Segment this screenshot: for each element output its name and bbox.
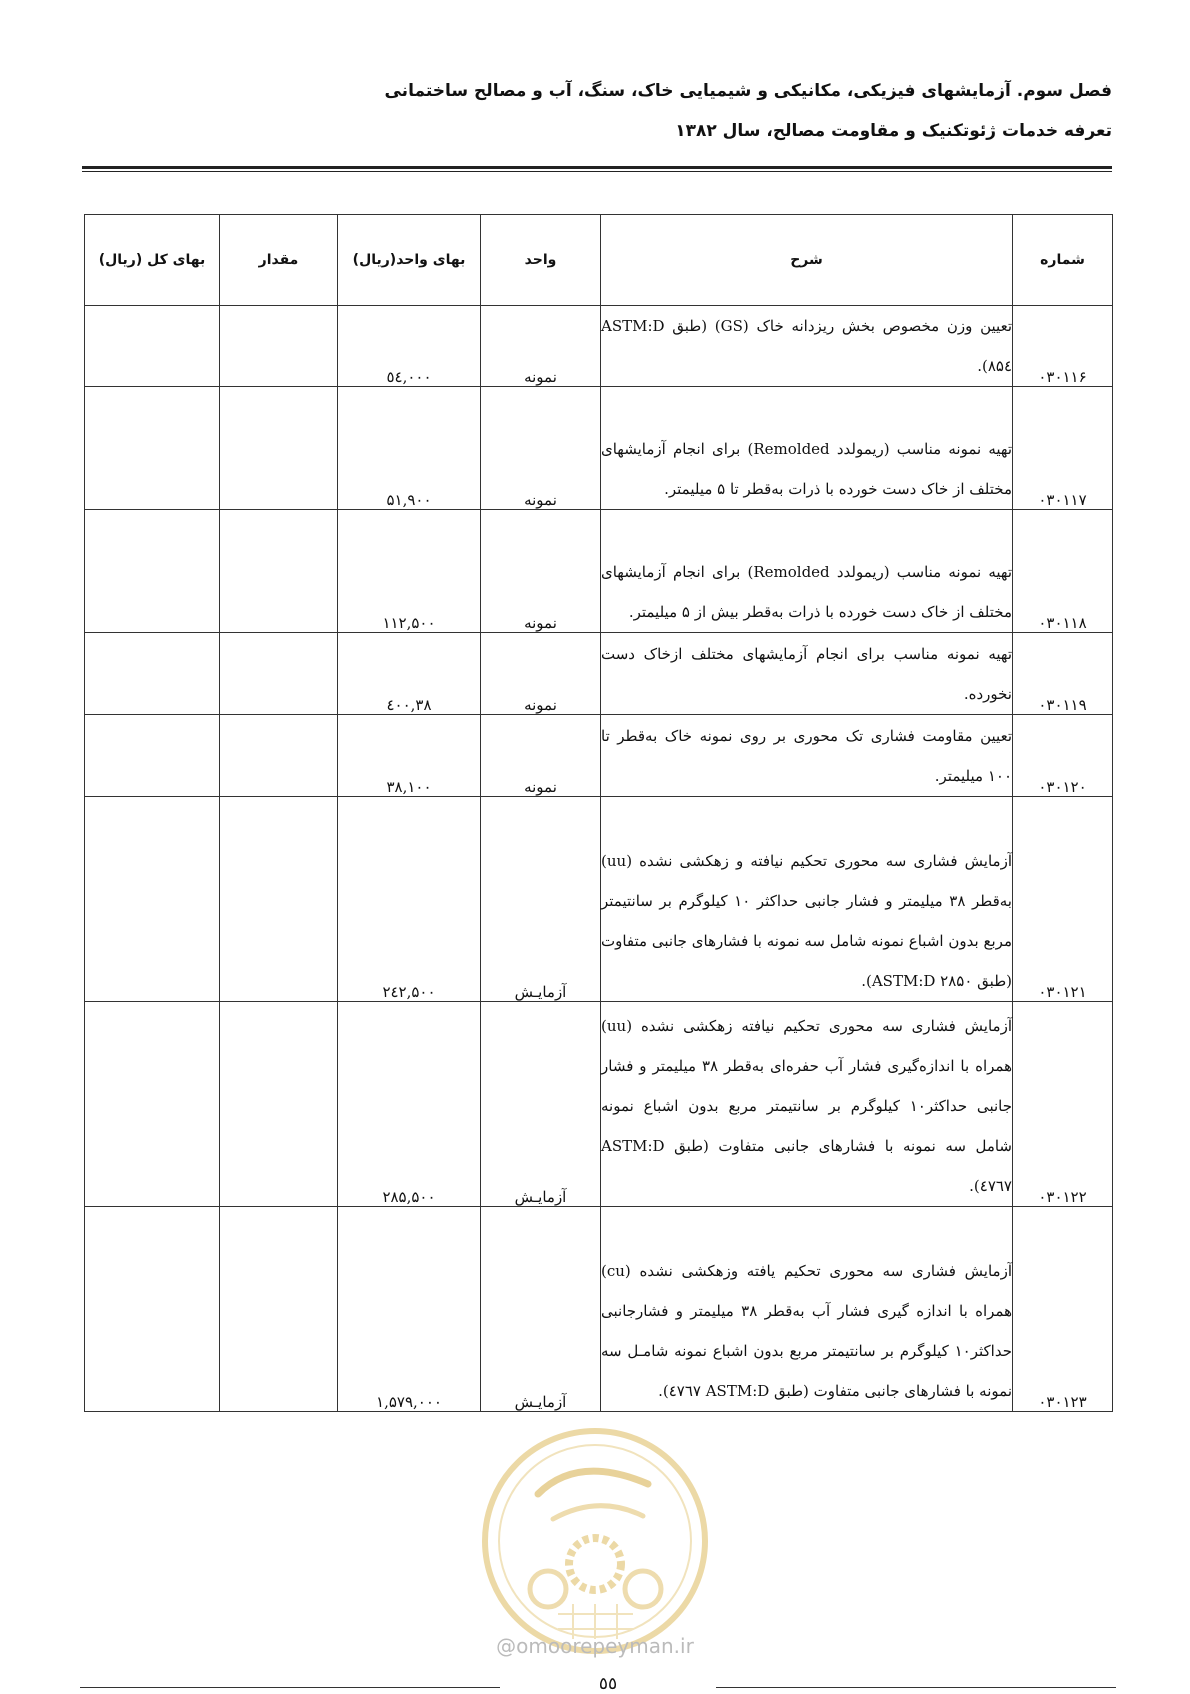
row-unit: نمونه [481,715,601,797]
row-unit-price: ۰۰۰,٥٤ [338,306,481,387]
row-description: آزمایش فشاری سه محوری تحکیم نیافته و زهکشی نشده (uu) به‌قطر ۳۸ میلیمتر و فشار جانبی حداکثر ۱۰ کیلوگرم بر سانتیمتر مربع بدون اشباع نمونه شامل سه نمونه با فشارهای جانبی متفاوت (طبق ASTM:D ۲۸۵۰). [601,797,1013,1002]
col-header-number: شماره [1013,215,1113,306]
table-row [85,633,1113,715]
row-description: تعیین مقاومت فشاری تک محوری بر روی نمونه خاک به‌قطر تا ۱۰۰ میلیمتر. [601,715,1013,797]
row-unit-price: ۲۸۵,۵۰۰ [338,1002,481,1207]
row-quantity [220,633,338,715]
col-header-total: بهای کل (ریال) [85,215,220,306]
row-unit-price: ۳۸,۱۰۰ [338,715,481,797]
row-unit-price: ۳۸,٤۰۰ [338,633,481,715]
row-description: تهیه نمونه مناسب (ریمولدد Remolded) برای انجام آزمایشهای مختلف از خاک دست خورده با ذرات به‌قطر بیش از ۵ میلیمتر. [601,510,1013,633]
row-quantity [220,1207,338,1412]
row-unit: نمونه [481,510,601,633]
row-unit-price: ۱۱۲,۵۰۰ [338,510,481,633]
row-number: ۰۳۰۱۲۰ [1013,715,1113,797]
row-total [85,797,220,1002]
row-quantity [220,1002,338,1207]
table-row [85,1207,1113,1412]
header-rule-thick [82,166,1112,169]
row-unit-price: ۵۱,۹۰۰ [338,387,481,510]
row-total [85,715,220,797]
row-number: ۰۳۰۱۲۱ [1013,797,1113,1002]
row-description: تهیه نمونه مناسب برای انجام آزمایشهای مختلف ازخاک دست نخورده. [601,633,1013,715]
table-row [85,306,1113,387]
row-unit-price: ۲٤۲,۵۰۰ [338,797,481,1002]
chapter-title: فصل سوم. آزمایشهای فیزیکی، مکانیکی و شیمیایی خاک، سنگ، آب و مصالح ساختمانی [384,81,1112,101]
row-total [85,387,220,510]
table-row [85,1002,1113,1207]
row-description: آزمایش فشاری سه محوری تحکیم نیافته زهکشی نشده (uu) همراه با اندازه‌گیری فشار آب حفره‌ای به‌قطر ۳۸ میلیمتر و فشار جانبی حداکثر۱۰ کیلوگرم بر سانتیمتر مربع بدون اشباع نمونه شامل سه نمونه با فشارهای جانبی متفاوت (طبق ASTM:D ٤٧٦٧). [601,1002,1013,1207]
row-total [85,510,220,633]
row-number: ۰۳۰۱۱۶ [1013,306,1113,387]
row-unit-price: ۱,۵۷۹,۰۰۰ [338,1207,481,1412]
row-quantity [220,797,338,1002]
footer-rule-right [716,1687,1116,1688]
col-header-unit: واحد [481,215,601,306]
col-header-quantity: مقدار [220,215,338,306]
row-number: ۰۳۰۱۱۷ [1013,387,1113,510]
tariff-table [84,214,1113,1412]
row-number: ۰۳۰۱۱۸ [1013,510,1113,633]
watermark-seal-icon [478,1424,713,1659]
table-row [85,387,1113,510]
row-number: ۰۳۰۱۲۲ [1013,1002,1113,1207]
row-quantity [220,306,338,387]
row-unit: آزمایـش [481,1207,601,1412]
footer-rule-left [80,1687,500,1688]
table-row [85,510,1113,633]
row-unit: نمونه [481,306,601,387]
col-header-unit-price: بهای واحد(ریال) [338,215,481,306]
row-quantity [220,510,338,633]
row-number: ۰۳۰۱۲۳ [1013,1207,1113,1412]
row-number: ۰۳۰۱۱۹ [1013,633,1113,715]
page-header [78,72,1112,144]
row-unit: آزمایـش [481,797,601,1002]
row-total [85,306,220,387]
document-subtitle: تعرفه خدمات ژئوتکنیک و مقاومت مصالح، سال ۱۳۸۲ [675,121,1112,141]
table-row [85,715,1113,797]
table-header-row [85,215,1113,306]
page-number: ٥٥ [598,1674,618,1694]
row-description: آزمایش فشاری سه محوری تحکیم یافته وزهکشی نشده (cu) همراه با اندازه گیری فشار آب به‌قطر ۳۸ میلیمتر و فشارجانبی حداکثر۱۰ کیلوگرم بر سانتیمتر مربع بدون اشباع نمونه شامـل سه نمونه با فشارهای جانبی متفاوت (طبق ASTM:D ٤٧٦٧). [601,1207,1013,1412]
table-row [85,797,1113,1002]
row-quantity [220,715,338,797]
row-unit: نمونه [481,387,601,510]
row-total [85,633,220,715]
row-total [85,1002,220,1207]
row-description: تهیه نمونه مناسب (ریمولدد Remolded) برای انجام آزمایشهای مختلف از خاک دست خورده با ذرات به‌قطر تا ۵ میلیمتر. [601,387,1013,510]
col-header-description: شرح [601,215,1013,306]
header-rule-thin [82,171,1112,172]
row-description: تعیین وزن مخصوص بخش ریزدانه خاک (GS) (طبق ASTM:D ۸۵٤). [601,306,1013,387]
row-unit: آزمایـش [481,1002,601,1207]
row-unit: نمونه [481,633,601,715]
website-watermark: @omoorepeyman.ir [496,1634,694,1658]
row-quantity [220,387,338,510]
row-total [85,1207,220,1412]
